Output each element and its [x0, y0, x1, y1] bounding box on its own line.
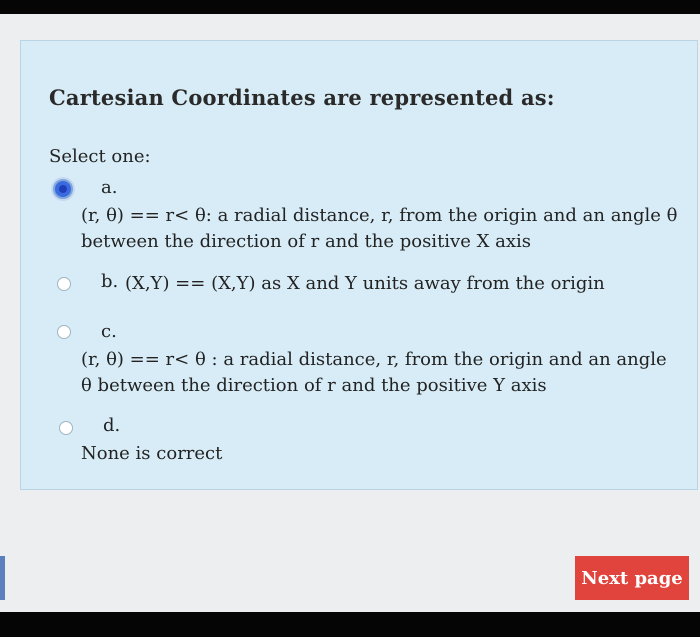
- question-panel: [20, 40, 698, 490]
- select-one-label: Select one:: [49, 146, 151, 167]
- option-a-letter: a.: [101, 177, 118, 198]
- option-c-line-2: θ between the direction of r and the positive Y axis: [81, 375, 547, 396]
- option-d-letter: d.: [103, 415, 121, 436]
- option-c-letter: c.: [101, 321, 117, 342]
- option-c-line-1: (r, θ) == r< θ : a radial distance, r, from the origin and an angle: [81, 349, 667, 370]
- question-title: Cartesian Coordinates are represented as:: [49, 85, 555, 110]
- radio-option-d[interactable]: [59, 421, 73, 435]
- option-b-letter: b.: [101, 271, 119, 292]
- radio-option-c[interactable]: [57, 325, 71, 339]
- option-d-text: None is correct: [81, 443, 223, 464]
- previous-page-tab[interactable]: [0, 556, 5, 600]
- option-a-line-1: (r, θ) == r< θ: a radial distance, r, from the origin and an angle θ: [81, 205, 678, 226]
- option-b-text: (X,Y) == (X,Y) as X and Y units away from the origin: [125, 273, 605, 294]
- radio-option-b[interactable]: [57, 277, 71, 291]
- option-a-line-2: between the direction of r and the positive X axis: [81, 231, 532, 252]
- quiz-screen: [0, 14, 700, 612]
- next-page-button[interactable]: Next page: [575, 556, 689, 600]
- radio-option-a-selected[interactable]: [53, 179, 73, 199]
